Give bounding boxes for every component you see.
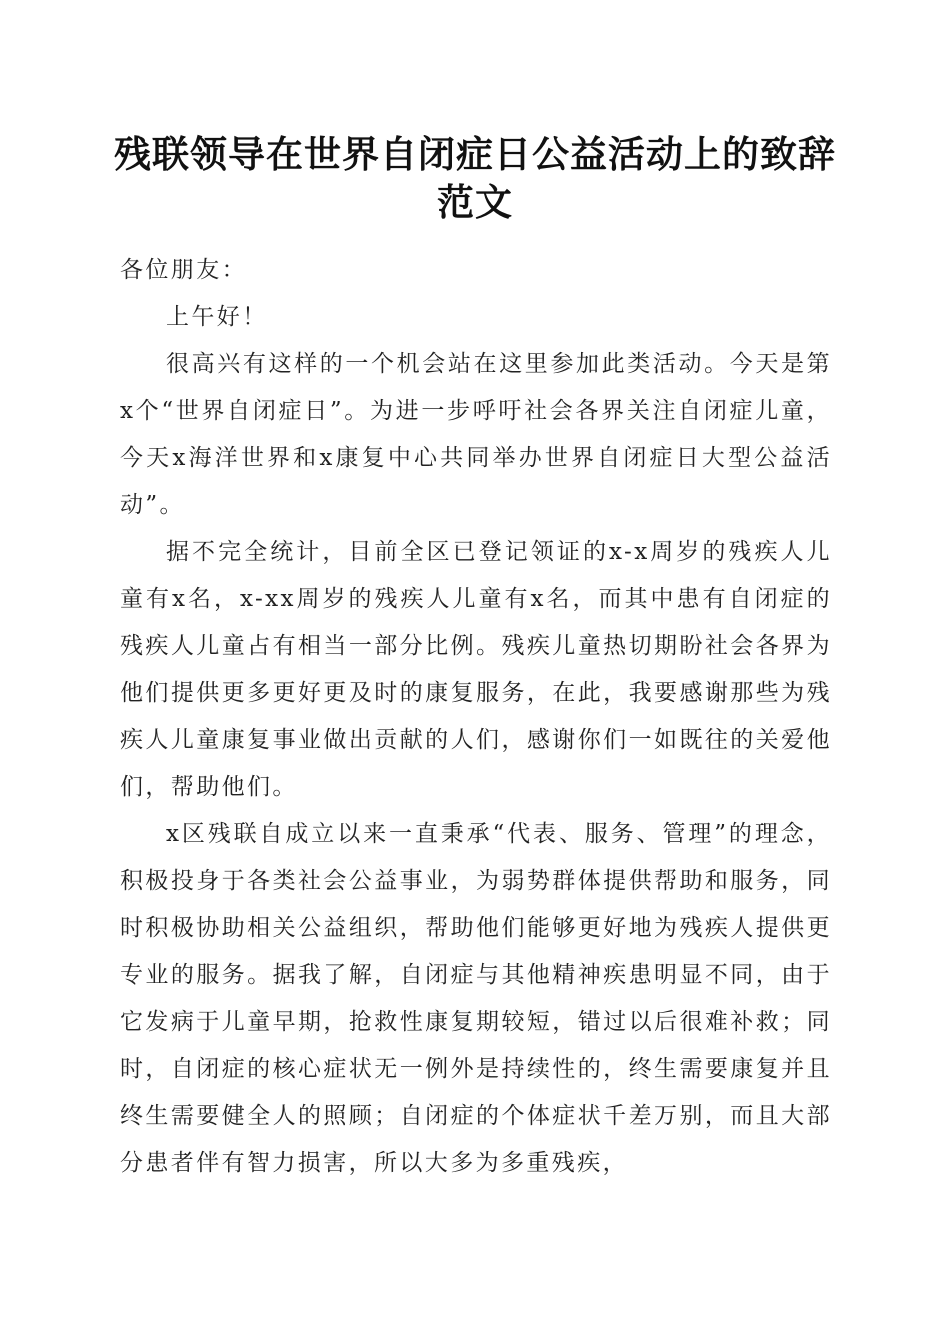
document-body xyxy=(120,247,832,1187)
document-title: 残联领导在世界自闭症日公益活动上的致辞范文 xyxy=(114,132,836,224)
salutation: 各位朋友： xyxy=(120,257,247,283)
paragraph-greeting: 上午好！ xyxy=(166,304,268,330)
paragraph-intro: 很高兴有这样的一个机会站在这里参加此类活动。今天是第x个“世界自闭症日”。为进一步呼吁社会各界关注自闭症儿童，今天x海洋世界和x康复中心共同举办世界自闭症日大型公益活动”。 xyxy=(120,351,832,518)
paragraph-statistics: 据不完全统计，目前全区已登记领证的x-x周岁的残疾人儿童有x名，x-xx周岁的残疾人儿童有x名，而其中患有自闭症的残疾人儿童占有相当一部分比例。残疾儿童热切期盼社会各界为他们提供更多更好更及时的康复服务，在此，我要感谢那些为残疾人儿童康复事业做出贡献的人们，感谢你们一如既往的关爱他们，帮助他们。 xyxy=(120,539,832,800)
paragraph-federation: x区残联自成立以来一直秉承“代表、服务、管理”的理念，积极投身于各类社会公益事业，为弱势群体提供帮助和服务，同时积极协助相关公益组织，帮助他们能够更好地为残疾人提供更专业的服务。据我了解，自闭症与其他精神疾患明显不同，由于它发病于儿童早期，抢救性康复期较短，错过以后很难补救；同时，自闭症的核心症状无一例外是持续性的，终生需要康复并且终生需要健全人的照顾；自闭症的个体症状千差万别，而且大部分患者伴有智力损害，所以大多为多重残疾， xyxy=(120,821,832,1176)
